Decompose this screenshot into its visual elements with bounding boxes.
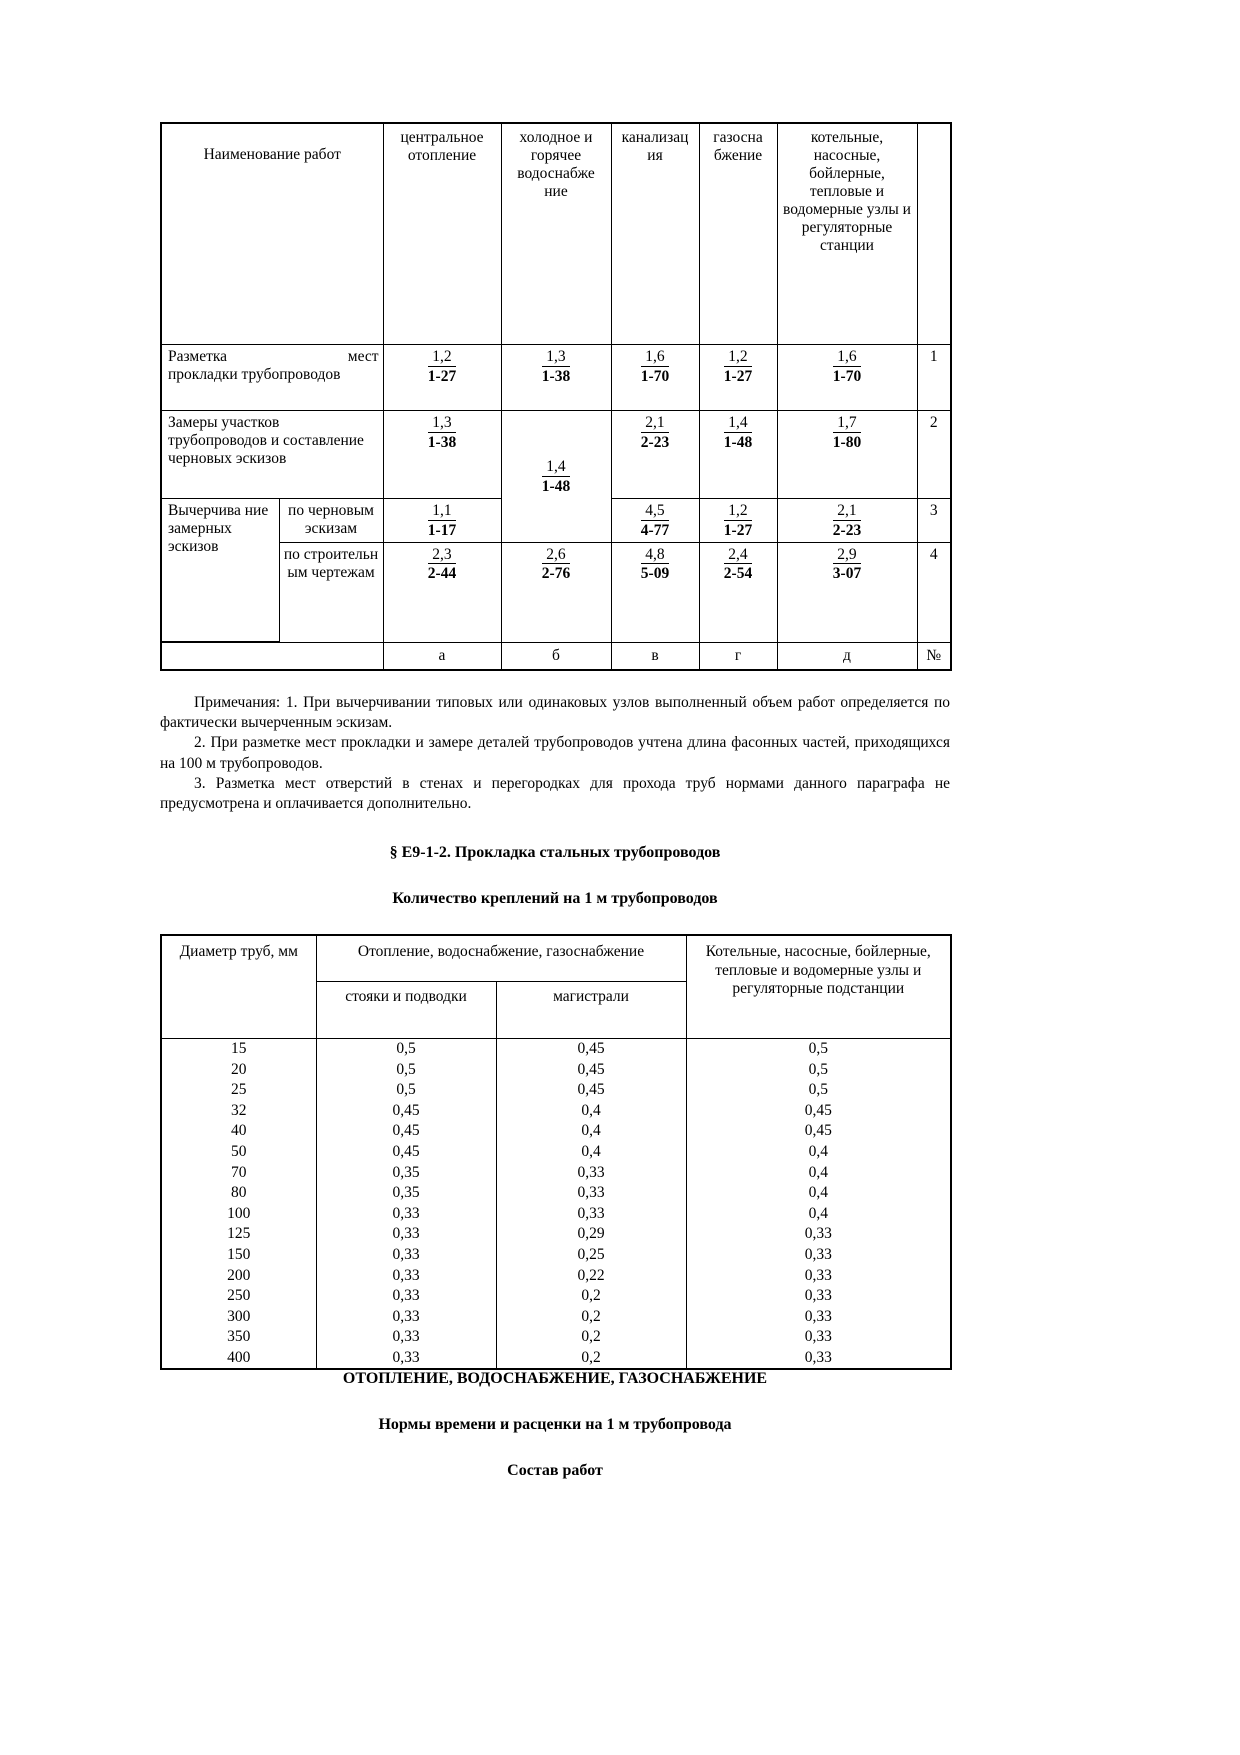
table-row <box>161 1060 951 1081</box>
row-1-value-a: $\frac{1,2}{1-27}$ <box>383 345 501 411</box>
table-row <box>161 1121 951 1142</box>
cell-risers: 0,33 <box>316 1286 496 1307</box>
cell-boiler: 0,5 <box>686 1080 951 1101</box>
table-row <box>161 1142 951 1163</box>
table-row <box>161 1266 951 1287</box>
cell-risers: 0,33 <box>316 1204 496 1225</box>
cell-risers: 0,45 <box>316 1121 496 1142</box>
cell-mains: 0,2 <box>496 1286 686 1307</box>
row-3-value-g: $\frac{1,2}{1-27}$ <box>699 499 777 543</box>
cell-risers: 0,33 <box>316 1266 496 1287</box>
table-row <box>161 1348 951 1370</box>
note-2: 2. При разметке мест прокладки и замере деталей трубопроводов учтена длина фасонных частей, приходящихся на 100 м трубопроводов. <box>160 734 950 772</box>
header-col-sewerage: канализац ия <box>611 123 699 345</box>
cell-mains: 0,4 <box>496 1121 686 1142</box>
letter-cell-blank <box>161 642 383 670</box>
cell-risers: 0,33 <box>316 1348 496 1370</box>
cell-boiler: 0,45 <box>686 1121 951 1142</box>
cell-diameter: 25 <box>161 1080 316 1101</box>
t2-header-mains: магистрали <box>496 981 686 1038</box>
row-4-number: 4 <box>917 542 951 642</box>
cell-diameter: 125 <box>161 1224 316 1245</box>
table-row <box>161 1224 951 1245</box>
cell-diameter: 80 <box>161 1183 316 1204</box>
cell-boiler: 0,4 <box>686 1142 951 1163</box>
row-3-4-work-name: Вычерчива ние замерных эскизов <box>161 499 279 643</box>
row-2-number: 2 <box>917 411 951 499</box>
cell-diameter: 400 <box>161 1348 316 1370</box>
cell-diameter: 15 <box>161 1038 316 1059</box>
cell-boiler: 0,33 <box>686 1327 951 1348</box>
row-1-number: 1 <box>917 345 951 411</box>
cell-risers: 0,33 <box>316 1327 496 1348</box>
row-3-value-a: $\frac{1,1}{1-17}$ <box>383 499 501 543</box>
table-row <box>161 1245 951 1266</box>
footer-heading-1: ОТОПЛЕНИЕ, ВОДОСНАБЖЕНИЕ, ГАЗОСНАБЖЕНИЕ <box>342 1370 768 1388</box>
letter-cell-b: б <box>501 642 611 670</box>
cell-risers: 0,5 <box>316 1080 496 1101</box>
letter-cell-v: в <box>611 642 699 670</box>
row-3-value-d: $\frac{2,1}{2-23}$ <box>777 499 917 543</box>
table-row <box>161 1183 951 1204</box>
row-1-value-g: $\frac{1,2}{1-27}$ <box>699 345 777 411</box>
table-row <box>161 1307 951 1328</box>
cell-diameter: 32 <box>161 1101 316 1122</box>
row-2-3-merged-value-b: $\frac{1,4}{1-48}$ <box>501 411 611 543</box>
cell-risers: 0,45 <box>316 1142 496 1163</box>
cell-mains: 0,29 <box>496 1224 686 1245</box>
row-2-value-a: $\frac{1,3}{1-38}$ <box>383 411 501 499</box>
row-4-value-d: $\frac{2,9}{3-07}$ <box>777 542 917 642</box>
row-1-value-v: $\frac{1,6}{1-70}$ <box>611 345 699 411</box>
cell-risers: 0,45 <box>316 1101 496 1122</box>
cell-risers: 0,33 <box>316 1224 496 1245</box>
table-row <box>161 411 951 499</box>
section-subtitle: Количество креплений на 1 м трубопроводов <box>392 889 718 907</box>
header-col-boiler-rooms: котельные, насосные, бойлерные, тепловые и водомерные узлы и регуляторные станции <box>777 123 917 345</box>
row-4-value-g: $\frac{2,4}{2-54}$ <box>699 542 777 642</box>
section-title: § Е9-1-2. Прокладка стальных трубопроводов <box>389 843 721 861</box>
cell-boiler: 0,33 <box>686 1348 951 1370</box>
cell-boiler: 0,4 <box>686 1204 951 1225</box>
table-row <box>161 1286 951 1307</box>
notes-block <box>160 693 950 814</box>
cell-diameter: 150 <box>161 1245 316 1266</box>
t2-header-risers: стояки и подводки <box>316 981 496 1038</box>
cell-mains: 0,22 <box>496 1266 686 1287</box>
cell-boiler: 0,45 <box>686 1101 951 1122</box>
cell-mains: 0,45 <box>496 1080 686 1101</box>
letter-cell-g: г <box>699 642 777 670</box>
cell-boiler: 0,33 <box>686 1224 951 1245</box>
cell-boiler: 0,5 <box>686 1060 951 1081</box>
table-header-row <box>161 123 951 345</box>
cell-mains: 0,25 <box>496 1245 686 1266</box>
table-row <box>161 1327 951 1348</box>
cell-mains: 0,2 <box>496 1348 686 1370</box>
header-col-number <box>917 123 951 345</box>
header-col-central-heating: центральное отопление <box>383 123 501 345</box>
row-1-work-line1: Разметка мест <box>168 348 379 365</box>
cell-mains: 0,4 <box>496 1142 686 1163</box>
note-1: Примечания: 1. При вычерчивании типовых или одинаковых узлов выполненный объем работ определяется по фактически вычерченным эскизам. <box>160 694 950 732</box>
cell-diameter: 50 <box>161 1142 316 1163</box>
cell-mains: 0,33 <box>496 1204 686 1225</box>
cell-diameter: 40 <box>161 1121 316 1142</box>
cell-mains: 0,45 <box>496 1038 686 1059</box>
cell-boiler: 0,33 <box>686 1286 951 1307</box>
row-1-work-name <box>161 345 383 411</box>
row-4-subwork: по строительн ым чертежам <box>279 542 383 642</box>
letter-cell-d: д <box>777 642 917 670</box>
footer-heading-3: Состав работ <box>507 1462 603 1480</box>
cell-risers: 0,35 <box>316 1183 496 1204</box>
table-row <box>161 1163 951 1184</box>
table-row <box>161 1101 951 1122</box>
cell-risers: 0,33 <box>316 1245 496 1266</box>
cell-risers: 0,5 <box>316 1060 496 1081</box>
row-2-work-name: Замеры участков трубопроводов и составление черновых эскизов <box>161 411 383 499</box>
t2-header-row-1 <box>161 935 951 982</box>
cell-risers: 0,35 <box>316 1163 496 1184</box>
row-4-value-b: $\frac{2,6}{2-76}$ <box>501 542 611 642</box>
cell-boiler: 0,5 <box>686 1038 951 1059</box>
header-name-of-works: Наименование работ <box>161 123 383 345</box>
cell-mains: 0,33 <box>496 1183 686 1204</box>
cell-diameter: 20 <box>161 1060 316 1081</box>
letter-cell-number: № <box>917 642 951 670</box>
cell-diameter: 250 <box>161 1286 316 1307</box>
cell-diameter: 350 <box>161 1327 316 1348</box>
row-2-value-g: $\frac{1,4}{1-48}$ <box>699 411 777 499</box>
cell-diameter: 200 <box>161 1266 316 1287</box>
header-col-gas-supply: газосна бжение <box>699 123 777 345</box>
cell-boiler: 0,4 <box>686 1183 951 1204</box>
cell-diameter: 100 <box>161 1204 316 1225</box>
table-row <box>161 542 951 642</box>
cell-diameter: 70 <box>161 1163 316 1184</box>
cell-diameter: 300 <box>161 1307 316 1328</box>
cell-mains: 0,33 <box>496 1163 686 1184</box>
t2-header-boiler: Котельные, насосные, бойлерные, тепловые и водомерные узлы и регуляторные подстанции <box>686 935 951 1039</box>
cell-mains: 0,45 <box>496 1060 686 1081</box>
cell-risers: 0,5 <box>316 1038 496 1059</box>
row-3-number: 3 <box>917 499 951 543</box>
cell-mains: 0,2 <box>496 1307 686 1328</box>
cell-mains: 0,4 <box>496 1101 686 1122</box>
row-1-value-b: $\frac{1,3}{1-38}$ <box>501 345 611 411</box>
cell-risers: 0,33 <box>316 1307 496 1328</box>
cell-mains: 0,2 <box>496 1327 686 1348</box>
letter-cell-a: а <box>383 642 501 670</box>
header-col-water-supply: холодное и горячее водоснабже ние <box>501 123 611 345</box>
cell-boiler: 0,33 <box>686 1266 951 1287</box>
cell-boiler: 0,4 <box>686 1163 951 1184</box>
row-2-value-v: $\frac{2,1}{2-23}$ <box>611 411 699 499</box>
footer-heading-2: Нормы времени и расценки на 1 м трубопровода <box>378 1416 732 1434</box>
row-3-value-v: $\frac{4,5}{4-77}$ <box>611 499 699 543</box>
table-row <box>161 345 951 411</box>
table-row <box>161 1038 951 1059</box>
row-4-value-v: $\frac{4,8}{5-09}$ <box>611 542 699 642</box>
fastenings-table-wrapper <box>160 934 1080 1371</box>
t2-header-group: Отопление, водоснабжение, газоснабжение <box>316 935 686 982</box>
norms-table <box>160 122 952 671</box>
t2-body <box>161 1038 951 1369</box>
cell-boiler: 0,33 <box>686 1245 951 1266</box>
table-row <box>161 1204 951 1225</box>
row-1-value-d: $\frac{1,6}{1-70}$ <box>777 345 917 411</box>
note-3: 3. Разметка мест отверстий в стенах и перегородках для прохода труб нормами данного параграфа не предусмотрена и оплачивается дополнительно. <box>160 774 950 812</box>
row-1-work-line2: прокладки трубопроводов <box>168 365 341 383</box>
t2-header-diameter: Диаметр труб, мм <box>161 935 316 1039</box>
row-3-subwork: по черновым эскизам <box>279 499 383 543</box>
row-4-value-a: $\frac{2,3}{2-44}$ <box>383 542 501 642</box>
row-2-value-d: $\frac{1,7}{1-80}$ <box>777 411 917 499</box>
table-row <box>161 1080 951 1101</box>
fastenings-table <box>160 934 952 1371</box>
cell-boiler: 0,33 <box>686 1307 951 1328</box>
column-letters-row <box>161 642 951 670</box>
